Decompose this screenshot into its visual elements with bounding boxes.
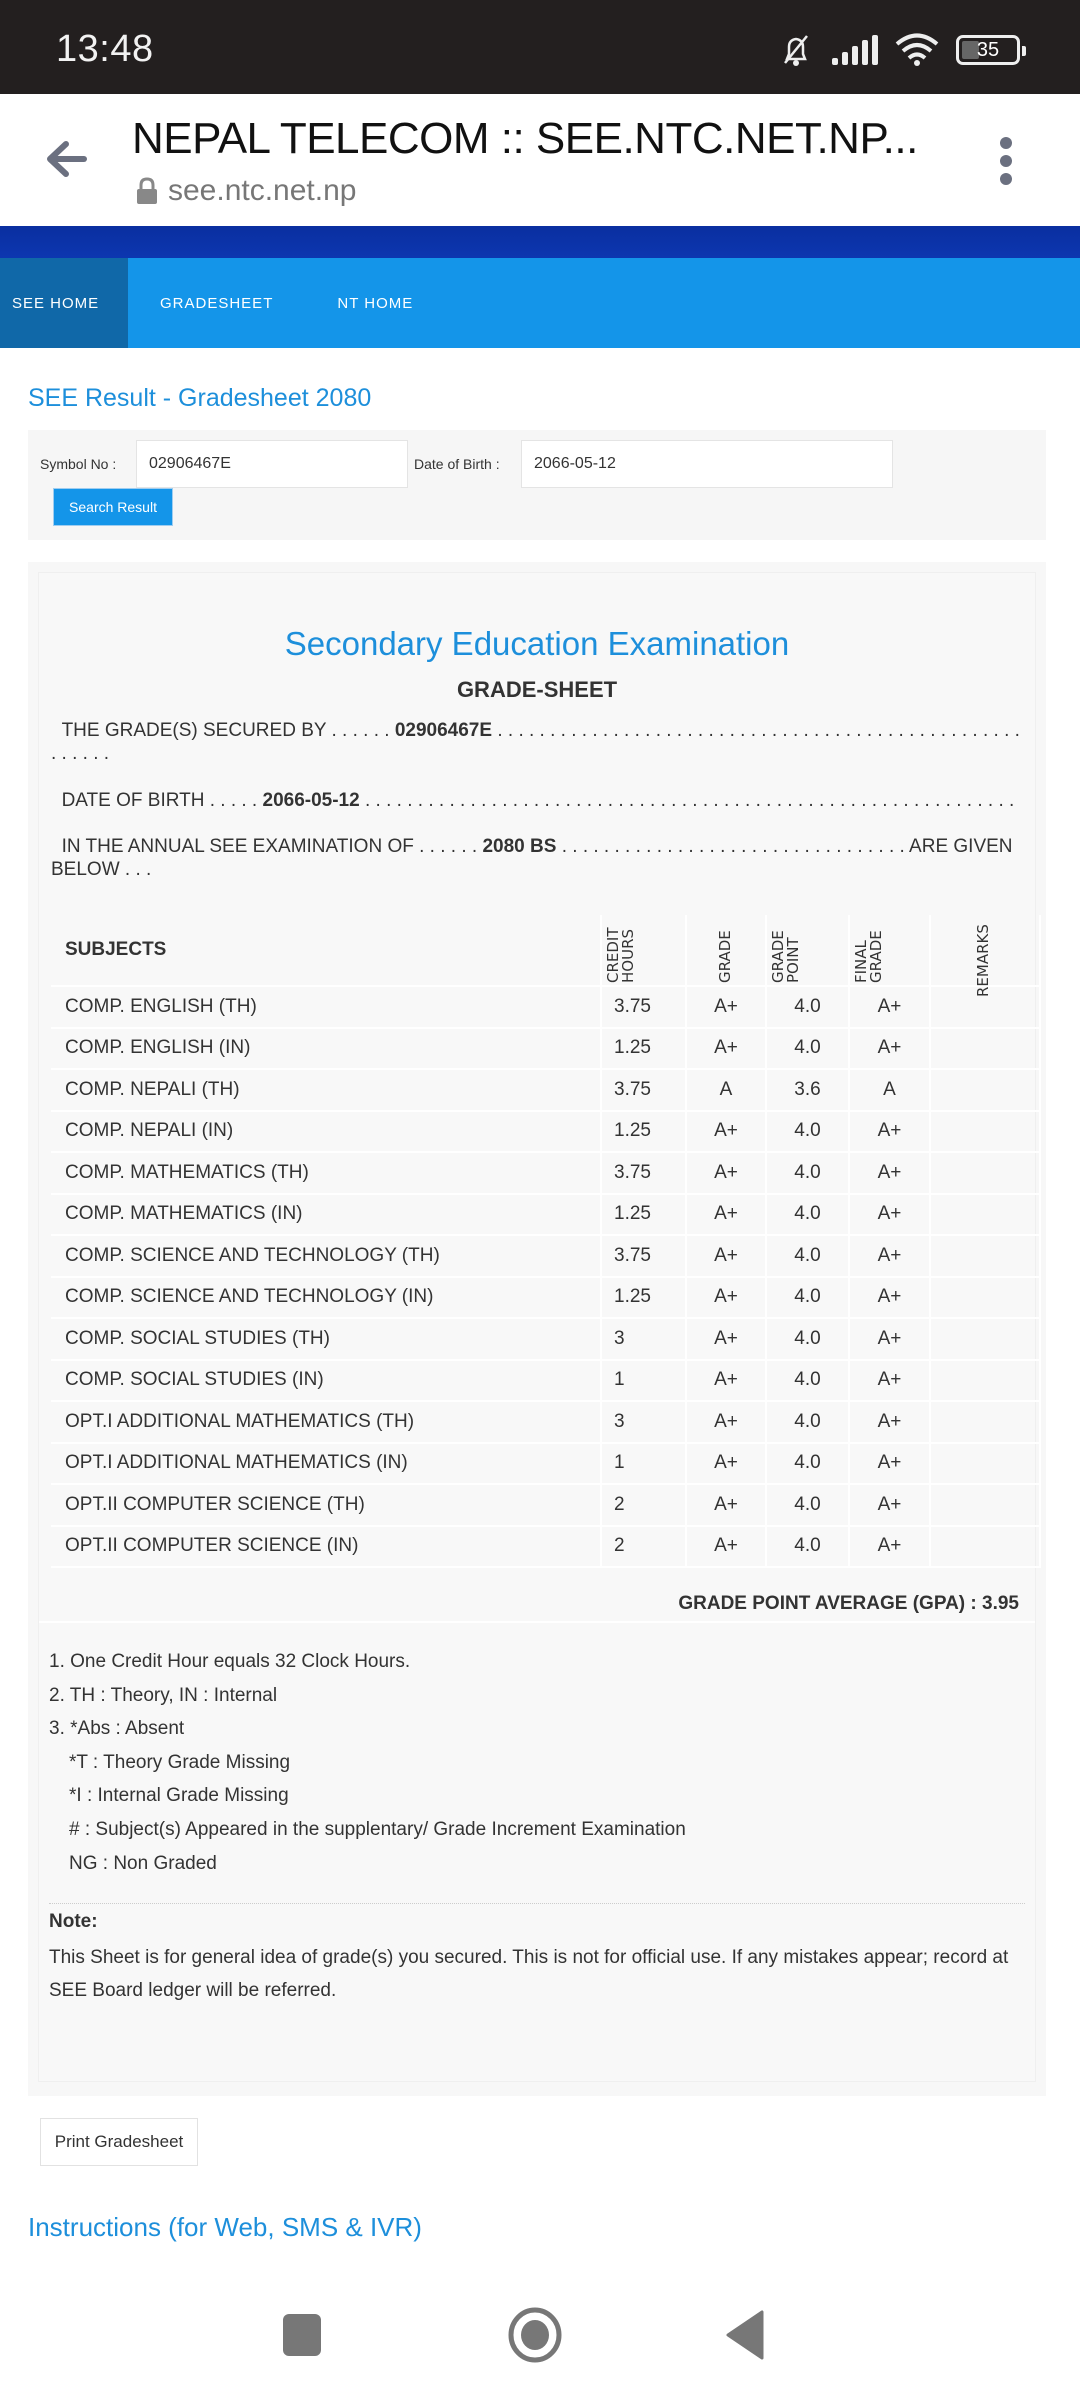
legend-item: 1. One Credit Hour equals 32 Clock Hours. (49, 1651, 411, 1672)
clock: 13:48 (56, 28, 154, 70)
back-arrow-icon[interactable] (40, 134, 90, 184)
col-grade: GRADE (686, 915, 766, 986)
remarks-cell (930, 1318, 1040, 1360)
site-nav (0, 258, 1080, 348)
final-grade-cell: A+ (849, 1277, 930, 1319)
legend-item: 2. TH : Theory, IN : Internal (49, 1684, 278, 1706)
subject-cell: COMP. SOCIAL STUDIES (TH) (51, 1318, 601, 1360)
note-body: This Sheet is for general idea of grade(s) you secured. This is not for official use. If any mistakes appear; record at SEE Board ledger will be referred. (49, 1947, 1009, 2001)
remarks-cell (930, 1069, 1040, 1111)
final-grade-cell: A+ (849, 1235, 930, 1277)
gradesheet-container (28, 562, 1046, 2096)
final-grade-cell: A+ (849, 1526, 930, 1568)
table-row (51, 1111, 1040, 1153)
recents-icon[interactable] (283, 2314, 321, 2356)
grade-point-cell: 4.0 (766, 1526, 849, 1568)
gradesheet (38, 572, 1036, 2082)
subject-cell: OPT.II COMPUTER SCIENCE (TH) (51, 1484, 601, 1526)
subject-cell: COMP. ENGLISH (TH) (51, 986, 601, 1028)
dob-suffix: . . . . . . . . . . . . . . . . . . . . . . . . . . . . . . . . . . . . . . . . . . . . . . . . . . . . . . . . . . . . . . (364, 790, 1015, 811)
grade-point-cell: 4.0 (766, 986, 849, 1028)
subject-cell: COMP. NEPALI (TH) (51, 1069, 601, 1111)
table-row (51, 1152, 1040, 1194)
divider (39, 1621, 1035, 1623)
grade-point-cell: 4.0 (766, 1484, 849, 1526)
credit-hours-cell: 3.75 (601, 1235, 686, 1277)
subject-cell: COMP. MATHEMATICS (TH) (51, 1152, 601, 1194)
final-grade-cell: A+ (849, 1152, 930, 1194)
remarks-cell (930, 1484, 1040, 1526)
secured-by-suffix: . . . . . . . . . . . . . . . . . . . . . . . . . . . . . . . . . . . . . . . . . . . . . . . . . . . . . . . . (51, 720, 1020, 764)
bell-muted-icon (778, 32, 814, 68)
grade-point-cell: 4.0 (766, 1277, 849, 1319)
grade-cell: A+ (686, 1443, 766, 1485)
battery-icon (956, 35, 1020, 65)
credit-hours-cell: 3.75 (601, 1069, 686, 1111)
final-grade-cell: A (849, 1069, 930, 1111)
credit-hours-cell: 1.25 (601, 1194, 686, 1236)
grade-point-cell: 4.0 (766, 1194, 849, 1236)
exam-prefix: IN THE ANNUAL SEE EXAMINATION OF . . . . . . (61, 836, 478, 857)
secured-by-value: 02906467E (394, 720, 493, 741)
page-heading: SEE Result - Gradesheet 2080 (28, 384, 372, 412)
dob-value: 2066-05-12 (262, 790, 360, 811)
final-grade-cell: A+ (849, 1028, 930, 1070)
exam-line (51, 835, 1025, 881)
symbol-no-input[interactable]: 02906467E (136, 440, 408, 488)
search-result-button[interactable]: Search Result (53, 488, 173, 526)
remarks-cell (930, 1028, 1040, 1070)
grade-cell: A+ (686, 1111, 766, 1153)
system-nav-bar (0, 2300, 1080, 2400)
grade-point-cell: 4.0 (766, 1152, 849, 1194)
grade-cell: A+ (686, 1235, 766, 1277)
credit-hours-cell: 1 (601, 1360, 686, 1402)
grade-point-cell: 4.0 (766, 1028, 849, 1070)
legend-item: *I : Internal Grade Missing (69, 1785, 289, 1807)
credit-hours-cell: 2 (601, 1526, 686, 1568)
table-row (51, 1443, 1040, 1485)
legend-item: *T : Theory Grade Missing (69, 1751, 291, 1773)
subject-cell: OPT.I ADDITIONAL MATHEMATICS (IN) (51, 1443, 601, 1485)
dob-label: Date of Birth : (414, 456, 500, 472)
exam-value: 2080 BS (482, 836, 557, 857)
wifi-icon (894, 33, 940, 67)
table-header (51, 915, 1040, 986)
site-banner (0, 226, 1080, 258)
remarks-cell (930, 1443, 1040, 1485)
secured-by-prefix: THE GRADE(S) SECURED BY . . . . . . (61, 720, 390, 741)
credit-hours-cell: 3.75 (601, 986, 686, 1028)
search-form (28, 430, 1046, 540)
remarks-cell (930, 1277, 1040, 1319)
nav-gradesheet[interactable]: GRADESHEET (160, 294, 274, 312)
nav-see-home[interactable]: SEE HOME (0, 258, 128, 348)
grade-point-cell: 4.0 (766, 1443, 849, 1485)
col-credit-hours: CREDIT HOURS (601, 915, 686, 986)
final-grade-cell: A+ (849, 1443, 930, 1485)
credit-hours-cell: 1.25 (601, 1028, 686, 1070)
grade-cell: A+ (686, 1152, 766, 1194)
final-grade-cell: A+ (849, 1401, 930, 1443)
grade-point-cell: 4.0 (766, 1235, 849, 1277)
grade-point-cell: 4.0 (766, 1360, 849, 1402)
grade-point-cell: 4.0 (766, 1111, 849, 1153)
note-heading: Note: (49, 1911, 98, 1932)
grade-point-cell: 3.6 (766, 1069, 849, 1111)
credit-hours-cell: 1.25 (601, 1111, 686, 1153)
table-row (51, 1028, 1040, 1070)
url-bar[interactable] (136, 174, 356, 208)
page-title: NEPAL TELECOM :: SEE.NTC.NET.NP... (132, 114, 918, 163)
credit-hours-cell: 3.75 (601, 1152, 686, 1194)
dotted-divider (49, 1903, 1025, 1904)
subject-cell: COMP. SCIENCE AND TECHNOLOGY (IN) (51, 1277, 601, 1319)
remarks-cell (930, 1526, 1040, 1568)
credit-hours-cell: 3 (601, 1318, 686, 1360)
legend-notes (49, 1645, 686, 1880)
subject-cell: COMP. SCIENCE AND TECHNOLOGY (TH) (51, 1235, 601, 1277)
exam-suffix: . . . . . . . . . . . . . . . . . . . . . . . . . . . . . . . . . ARE GIVEN BELOW . . . (51, 836, 1013, 880)
remarks-cell (930, 1194, 1040, 1236)
col-final-grade: FINAL GRADE (849, 915, 930, 986)
final-grade-cell: A+ (849, 1360, 930, 1402)
status-icons (778, 32, 1020, 68)
table-row (51, 1484, 1040, 1526)
grades-table (51, 915, 1041, 1568)
table-row (51, 1318, 1040, 1360)
credit-hours-cell: 1.25 (601, 1277, 686, 1319)
symbol-no-label: Symbol No : (40, 456, 117, 472)
battery-level: 35 (976, 38, 1000, 61)
instructions-link[interactable]: Instructions (for Web, SMS & IVR) (28, 2212, 422, 2242)
legend-item: 3. *Abs : Absent (49, 1718, 185, 1740)
subject-cell: COMP. MATHEMATICS (IN) (51, 1194, 601, 1236)
subject-cell: OPT.I ADDITIONAL MATHEMATICS (TH) (51, 1401, 601, 1443)
home-icon[interactable] (511, 2310, 559, 2360)
table-row (51, 1401, 1040, 1443)
grade-cell: A+ (686, 1318, 766, 1360)
legend-item: # : Subject(s) Appeared in the supplentary/ Grade Increment Examination (69, 1818, 686, 1840)
grade-point-cell: 4.0 (766, 1401, 849, 1443)
credit-hours-cell: 1 (601, 1443, 686, 1485)
remarks-cell (930, 1360, 1040, 1402)
table-row (51, 1235, 1040, 1277)
more-vert-icon[interactable] (998, 136, 1014, 186)
table-row (51, 1194, 1040, 1236)
grade-cell: A (686, 1069, 766, 1111)
table-row (51, 1360, 1040, 1402)
remarks-cell (930, 1111, 1040, 1153)
gradesheet-title: GRADE-SHEET (456, 677, 618, 702)
col-remarks: REMARKS (930, 915, 1040, 986)
subject-cell: OPT.II COMPUTER SCIENCE (IN) (51, 1526, 601, 1568)
browser-toolbar (0, 94, 1080, 226)
subject-cell: COMP. NEPALI (IN) (51, 1111, 601, 1153)
grade-cell: A+ (686, 1028, 766, 1070)
grade-cell: A+ (686, 1360, 766, 1402)
final-grade-cell: A+ (849, 1318, 930, 1360)
dob-prefix: DATE OF BIRTH . . . . . (61, 790, 258, 811)
table-row (51, 1526, 1040, 1568)
grade-cell: A+ (686, 1526, 766, 1568)
final-grade-cell: A+ (849, 1484, 930, 1526)
grade-cell: A+ (686, 1401, 766, 1443)
url-text: see.ntc.net.np (168, 174, 357, 207)
remarks-cell (930, 1235, 1040, 1277)
dob-line (51, 789, 1025, 812)
table-row (51, 1069, 1040, 1111)
remarks-cell (930, 1401, 1040, 1443)
back-icon[interactable] (728, 2312, 762, 2358)
grade-cell: A+ (686, 986, 766, 1028)
lock-icon (136, 177, 158, 205)
dob-input[interactable]: 2066-05-12 (521, 440, 893, 488)
final-grade-cell: A+ (849, 986, 930, 1028)
nav-nt-home[interactable]: NT HOME (337, 294, 414, 312)
col-subjects: SUBJECTS (51, 915, 601, 986)
signal-icon (830, 34, 878, 66)
subject-cell: COMP. ENGLISH (IN) (51, 1028, 601, 1070)
grade-cell: A+ (686, 1484, 766, 1526)
table-row (51, 986, 1040, 1028)
final-grade-cell: A+ (849, 1111, 930, 1153)
col-grade-point: GRADE POINT (766, 915, 849, 986)
grade-cell: A+ (686, 1277, 766, 1319)
grade-point-cell: 4.0 (766, 1318, 849, 1360)
status-bar (0, 0, 1080, 94)
grade-cell: A+ (686, 1194, 766, 1236)
exam-title: Secondary Education Examination (284, 625, 790, 662)
credit-hours-cell: 2 (601, 1484, 686, 1526)
remarks-cell (930, 1152, 1040, 1194)
secured-by-line (51, 719, 1025, 765)
table-row (51, 1277, 1040, 1319)
gpa-summary: GRADE POINT AVERAGE (GPA) : 3.95 (678, 1593, 1019, 1614)
print-gradesheet-button[interactable]: Print Gradesheet (40, 2118, 198, 2166)
legend-item: NG : Non Graded (69, 1852, 217, 1874)
subject-cell: COMP. SOCIAL STUDIES (IN) (51, 1360, 601, 1402)
credit-hours-cell: 3 (601, 1401, 686, 1443)
final-grade-cell: A+ (849, 1194, 930, 1236)
